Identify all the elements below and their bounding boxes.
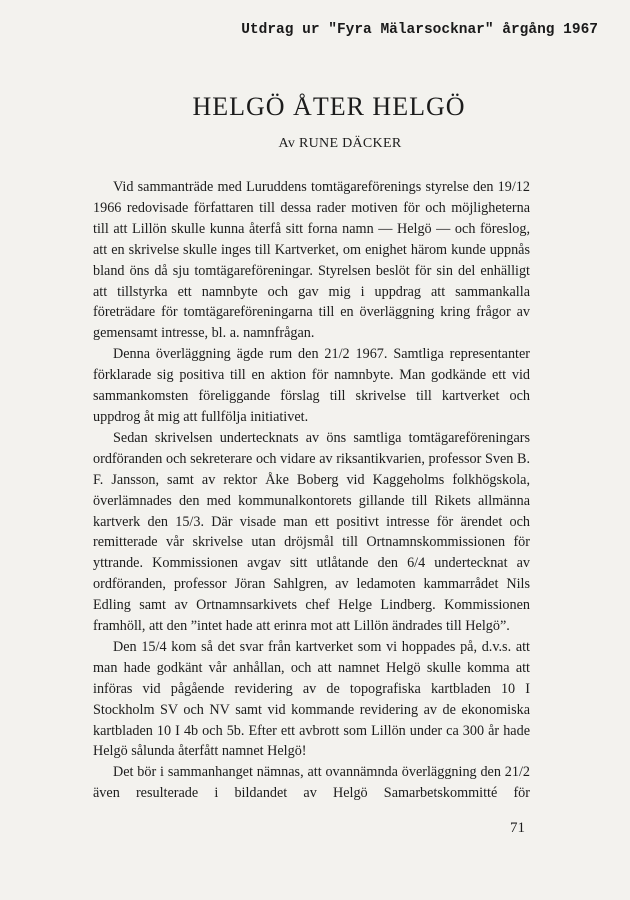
running-header: Utdrag ur "Fyra Mälarsocknar" årgång 1967 (241, 22, 598, 38)
page-number: 71 (510, 820, 525, 836)
paragraph: Vid sammanträde med Luruddens tomtägareförenings styrelse den 19/12 1966 redovisade författaren till dessa rader motiven för och möjligheterna till att Lillön skulle kunna återfå sitt forna namn — Helgö — och föreslog, att en skrivelse skulle inges till Kartverket, om enighet härom kunde uppnås bland öns då sju tomtägareföreningar. Styrelsen beslöt för sin del enhälligt att tillstyrka ett namnbyte och gav mig i uppdrag att sammankalla företrädare för tomtägareföreningarna till en överläggning kring frågor av gemensamt intresse, bl. a. namnfrågan. (93, 179, 530, 342)
article-byline: Av RUNE DÄCKER (278, 136, 402, 151)
paragraph: Sedan skrivelsen undertecknats av öns samtliga tomtägareföreningars ordföranden och sekreterare och vidare av riksantikvarien, professor Sven B. F. Jansson, samt av rektor Åke Boberg vid Kaggeholms folkhögskola, överlämnades den med kommunalkontorets gillande till Rikets allmänna kartverk den 15/3. Där visade man ett positivt intresse för ärendet och remitterade vår skrivelse utan dröjsmål till Ortnamnskommissionen för yttrande. Kommissionen avgav sitt utlåtande den 6/4 undertecknat av ordföranden, professor Jöran Sahlgren, av ledamoten kammarrådet Nils Edling samt av Ortnamnsarkivets chef Helge Lindberg. Kommissionen framhöll, att den ”intet hade att erinra mot att Lillön ändrades till Helgö”. (93, 429, 530, 635)
article-body (93, 177, 530, 804)
paragraph: Den 15/4 kom så det svar från kartverket som vi hoppades på, d.v.s. att man hade godkänt vår anhållan, och att namnet Helgö skulle komma att införas vid pågående revidering av de topografiska kartbladen 10 I Stockholm SV och NV samt vid kommande revidering av de ekonomiska kartbladen 10 I 4b och 5b. Efter ett avbrott som Lillön under ca 300 år hade Helgö sålunda återfått namnet Helgö! (93, 638, 530, 760)
article-title: HELGÖ ÅTER HELGÖ (192, 92, 466, 121)
paragraph: Denna överläggning ägde rum den 21/2 1967. Samtliga representanter förklarade sig positiva till en aktion för namnbyte. Man godkände ett vid sammankomsten föreliggande förslag till skrivelse till kartverket och uppdrog åt mig att fullfölja initiativet. (93, 346, 530, 425)
paragraph: Det bör i sammanhanget nämnas, att ovannämnda överläggning den 21/2 även resulterade i bildandet av Helgö Samarbetskommitté för (93, 764, 530, 802)
